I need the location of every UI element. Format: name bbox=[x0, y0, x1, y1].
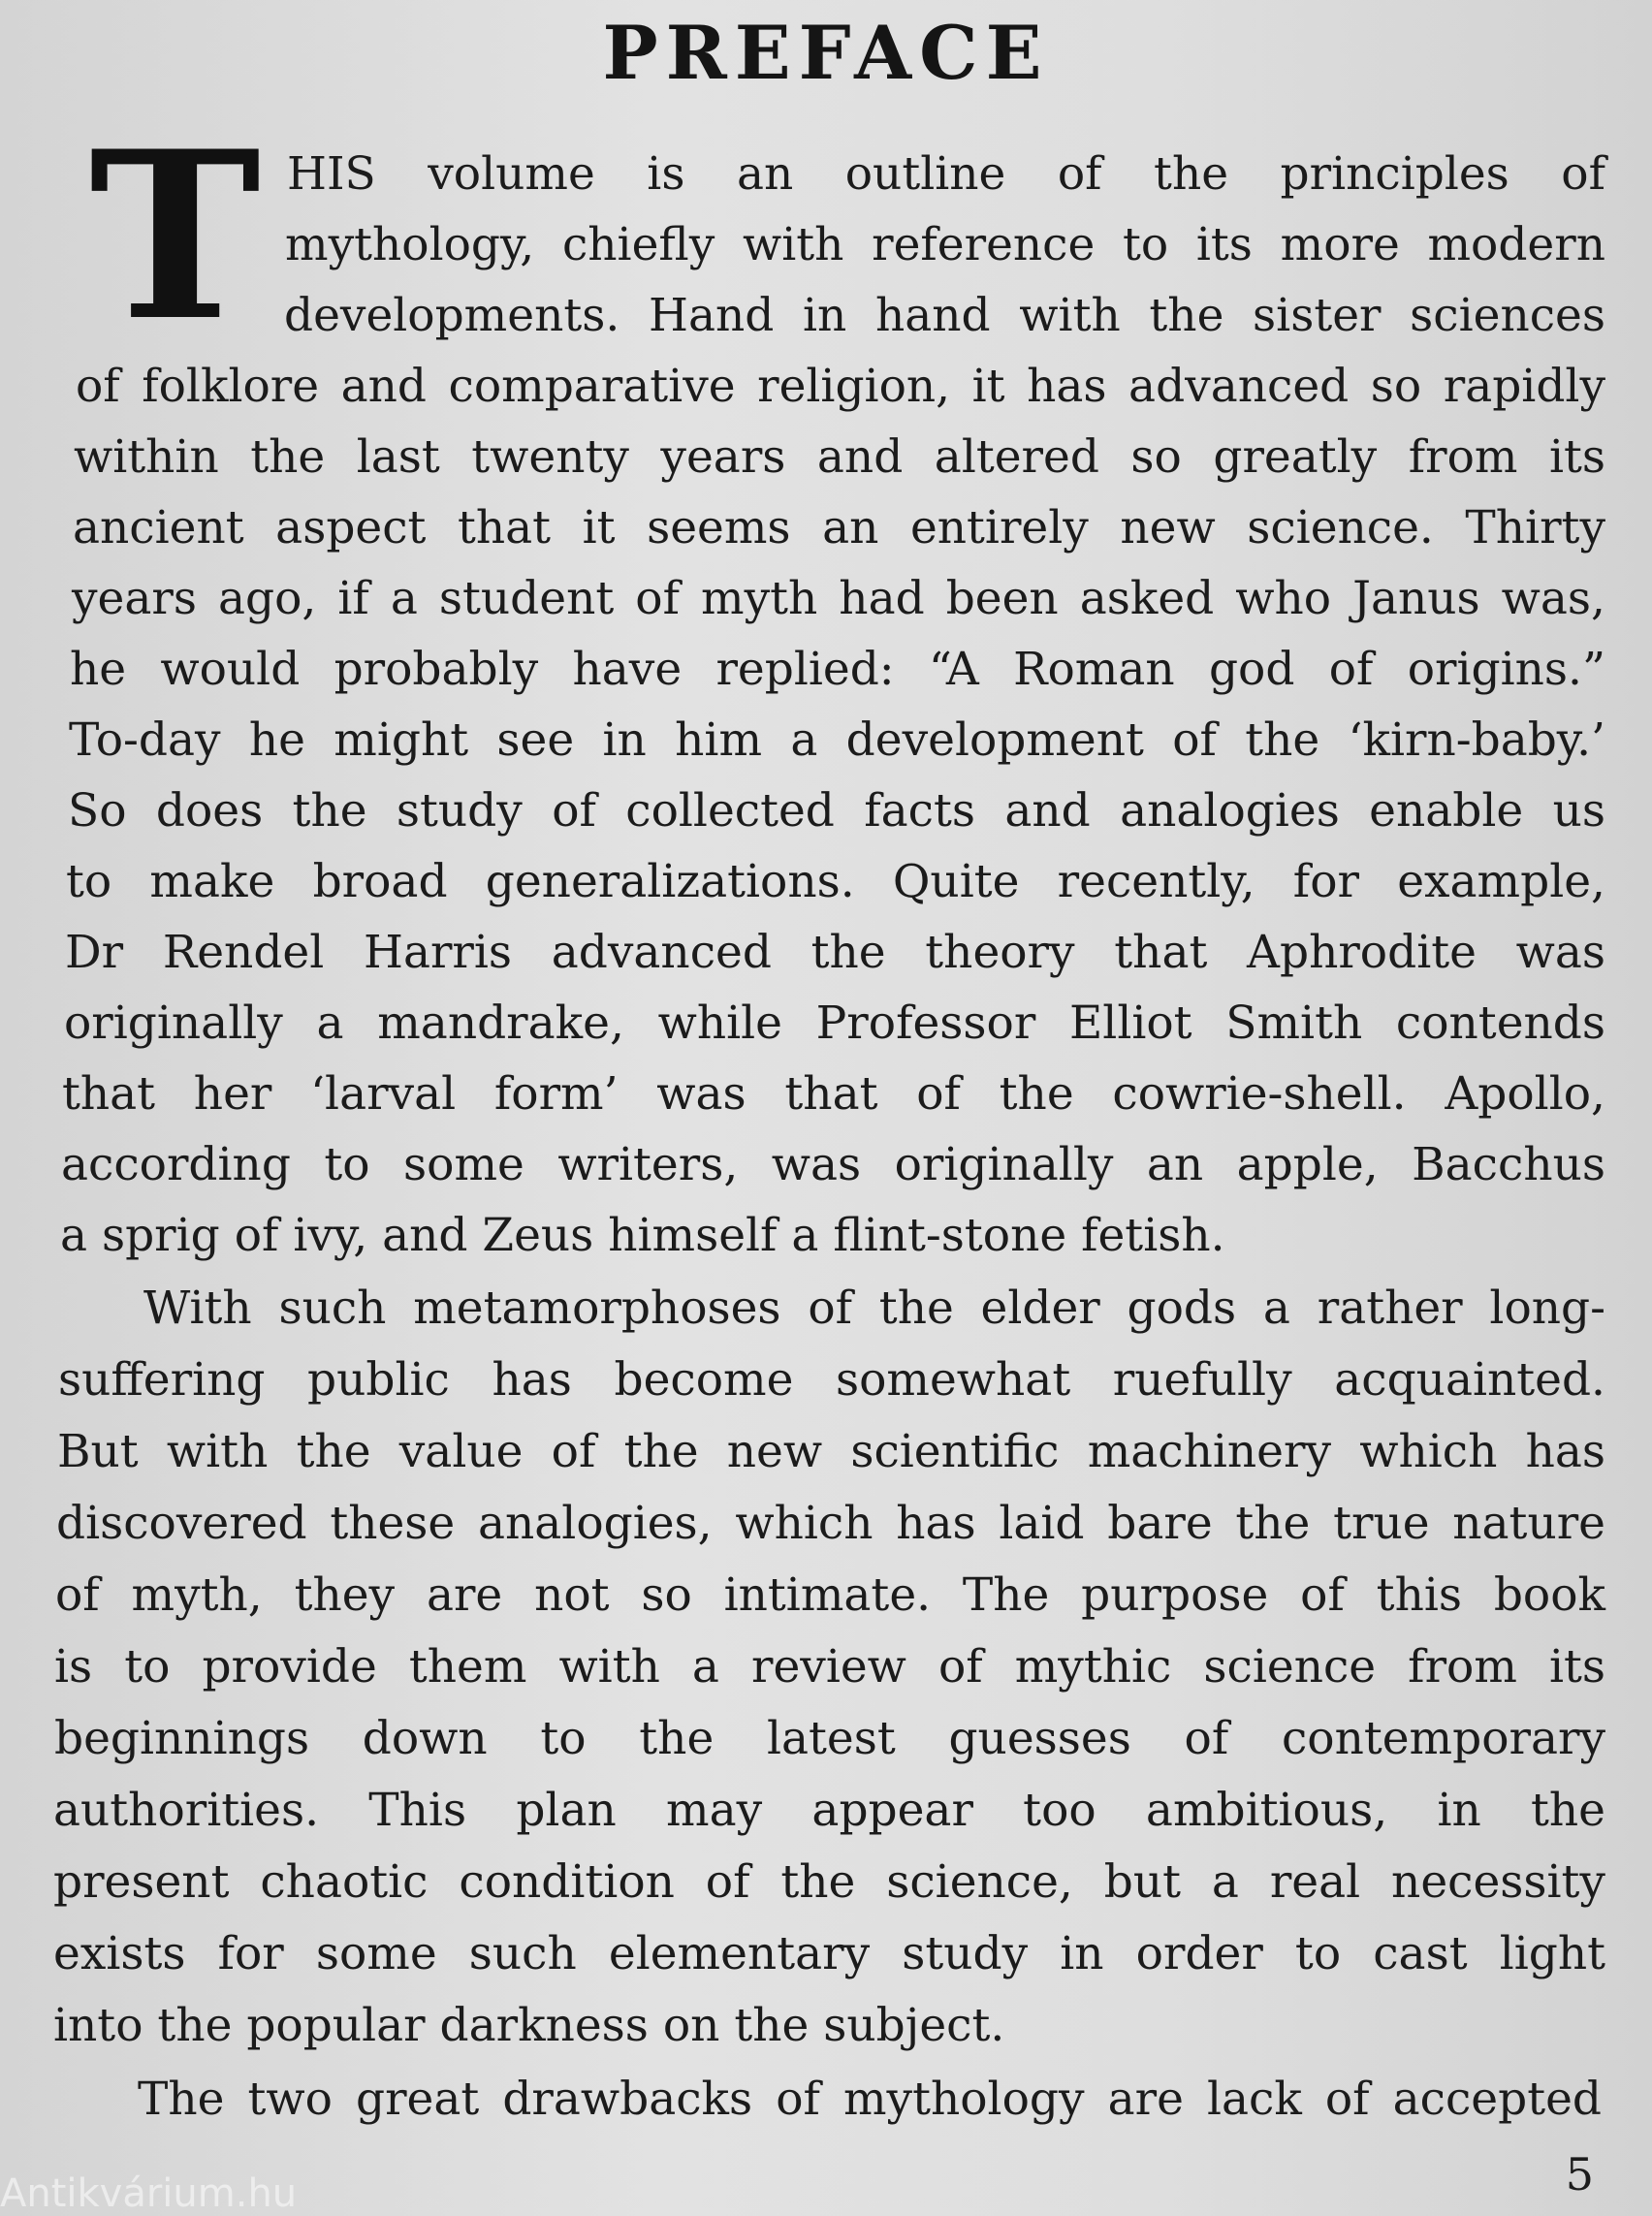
text-line: exists for some such elementary study in order to cast light bbox=[53, 1927, 1605, 1980]
text-line: authorities. This plan may appear too ambitious, in the bbox=[53, 1784, 1605, 1837]
text-line: developments. Hand in hand with the sister sciences bbox=[284, 289, 1605, 342]
text-line: suffering public has become somewhat ruefully acquainted. bbox=[58, 1353, 1605, 1407]
drop-cap-initial: T bbox=[89, 102, 262, 372]
text-line: of folklore and comparative religion, it has advanced so rapidly bbox=[76, 360, 1605, 413]
page-title: PREFACE bbox=[602, 10, 1050, 96]
text-line: discovered these analogies, which has laid bare the true nature bbox=[56, 1497, 1605, 1550]
text-line: to make broad generalizations. Quite recently, for example, bbox=[66, 855, 1605, 908]
page-number: 5 bbox=[1565, 2148, 1594, 2200]
text-line: To-day he might see in him a development of the ‘kirn-baby.’ bbox=[69, 713, 1605, 767]
watermark: Antikvárium.hu bbox=[0, 2171, 298, 2216]
text-line: of myth, they are not so intimate. The purpose of this book bbox=[55, 1568, 1605, 1622]
text-line: into the popular darkness on the subject. bbox=[53, 1999, 1005, 2052]
text-line: ancient aspect that it seems an entirely new science. Thirty bbox=[73, 501, 1605, 554]
text-line: originally a mandrake, while Professor Elliot Smith contends bbox=[64, 997, 1605, 1050]
text-line: So does the study of collected facts and analogies enable us bbox=[68, 784, 1605, 838]
text-line: Dr Rendel Harris advanced the theory that Aphrodite was bbox=[65, 926, 1605, 979]
text-line: But with the value of the new scientific machinery which has bbox=[57, 1425, 1605, 1478]
text-line: a sprig of ivy, and Zeus himself a flint-stone fetish. bbox=[60, 1209, 1225, 1262]
text-line: he would probably have replied: “A Roman god of origins.” bbox=[70, 643, 1605, 696]
text-line: according to some writers, was originally an apple, Bacchus bbox=[61, 1138, 1605, 1191]
text-line: present chaotic condition of the science, but a real necessity bbox=[53, 1855, 1605, 1909]
text-line: within the last twenty years and altered so greatly from its bbox=[74, 430, 1605, 484]
text-line: that her ‘larval form’ was that of the cowrie-shell. Apollo, bbox=[62, 1067, 1605, 1121]
text-line: The two great drawbacks of mythology are lack of accepted bbox=[138, 2073, 1602, 2126]
text-line: mythology, chiefly with reference to its more modern bbox=[285, 218, 1605, 271]
text-line: years ago, if a student of myth had been asked who Janus was, bbox=[72, 572, 1605, 625]
text-line: beginnings down to the latest guesses of contemporary bbox=[54, 1712, 1605, 1765]
text-line: is to provide them with a review of mythic science from its bbox=[54, 1640, 1605, 1694]
text-line: HIS volume is an outline of the principles of bbox=[287, 147, 1605, 201]
text-line: With such metamorphoses of the elder gods a rather long- bbox=[143, 1282, 1605, 1335]
